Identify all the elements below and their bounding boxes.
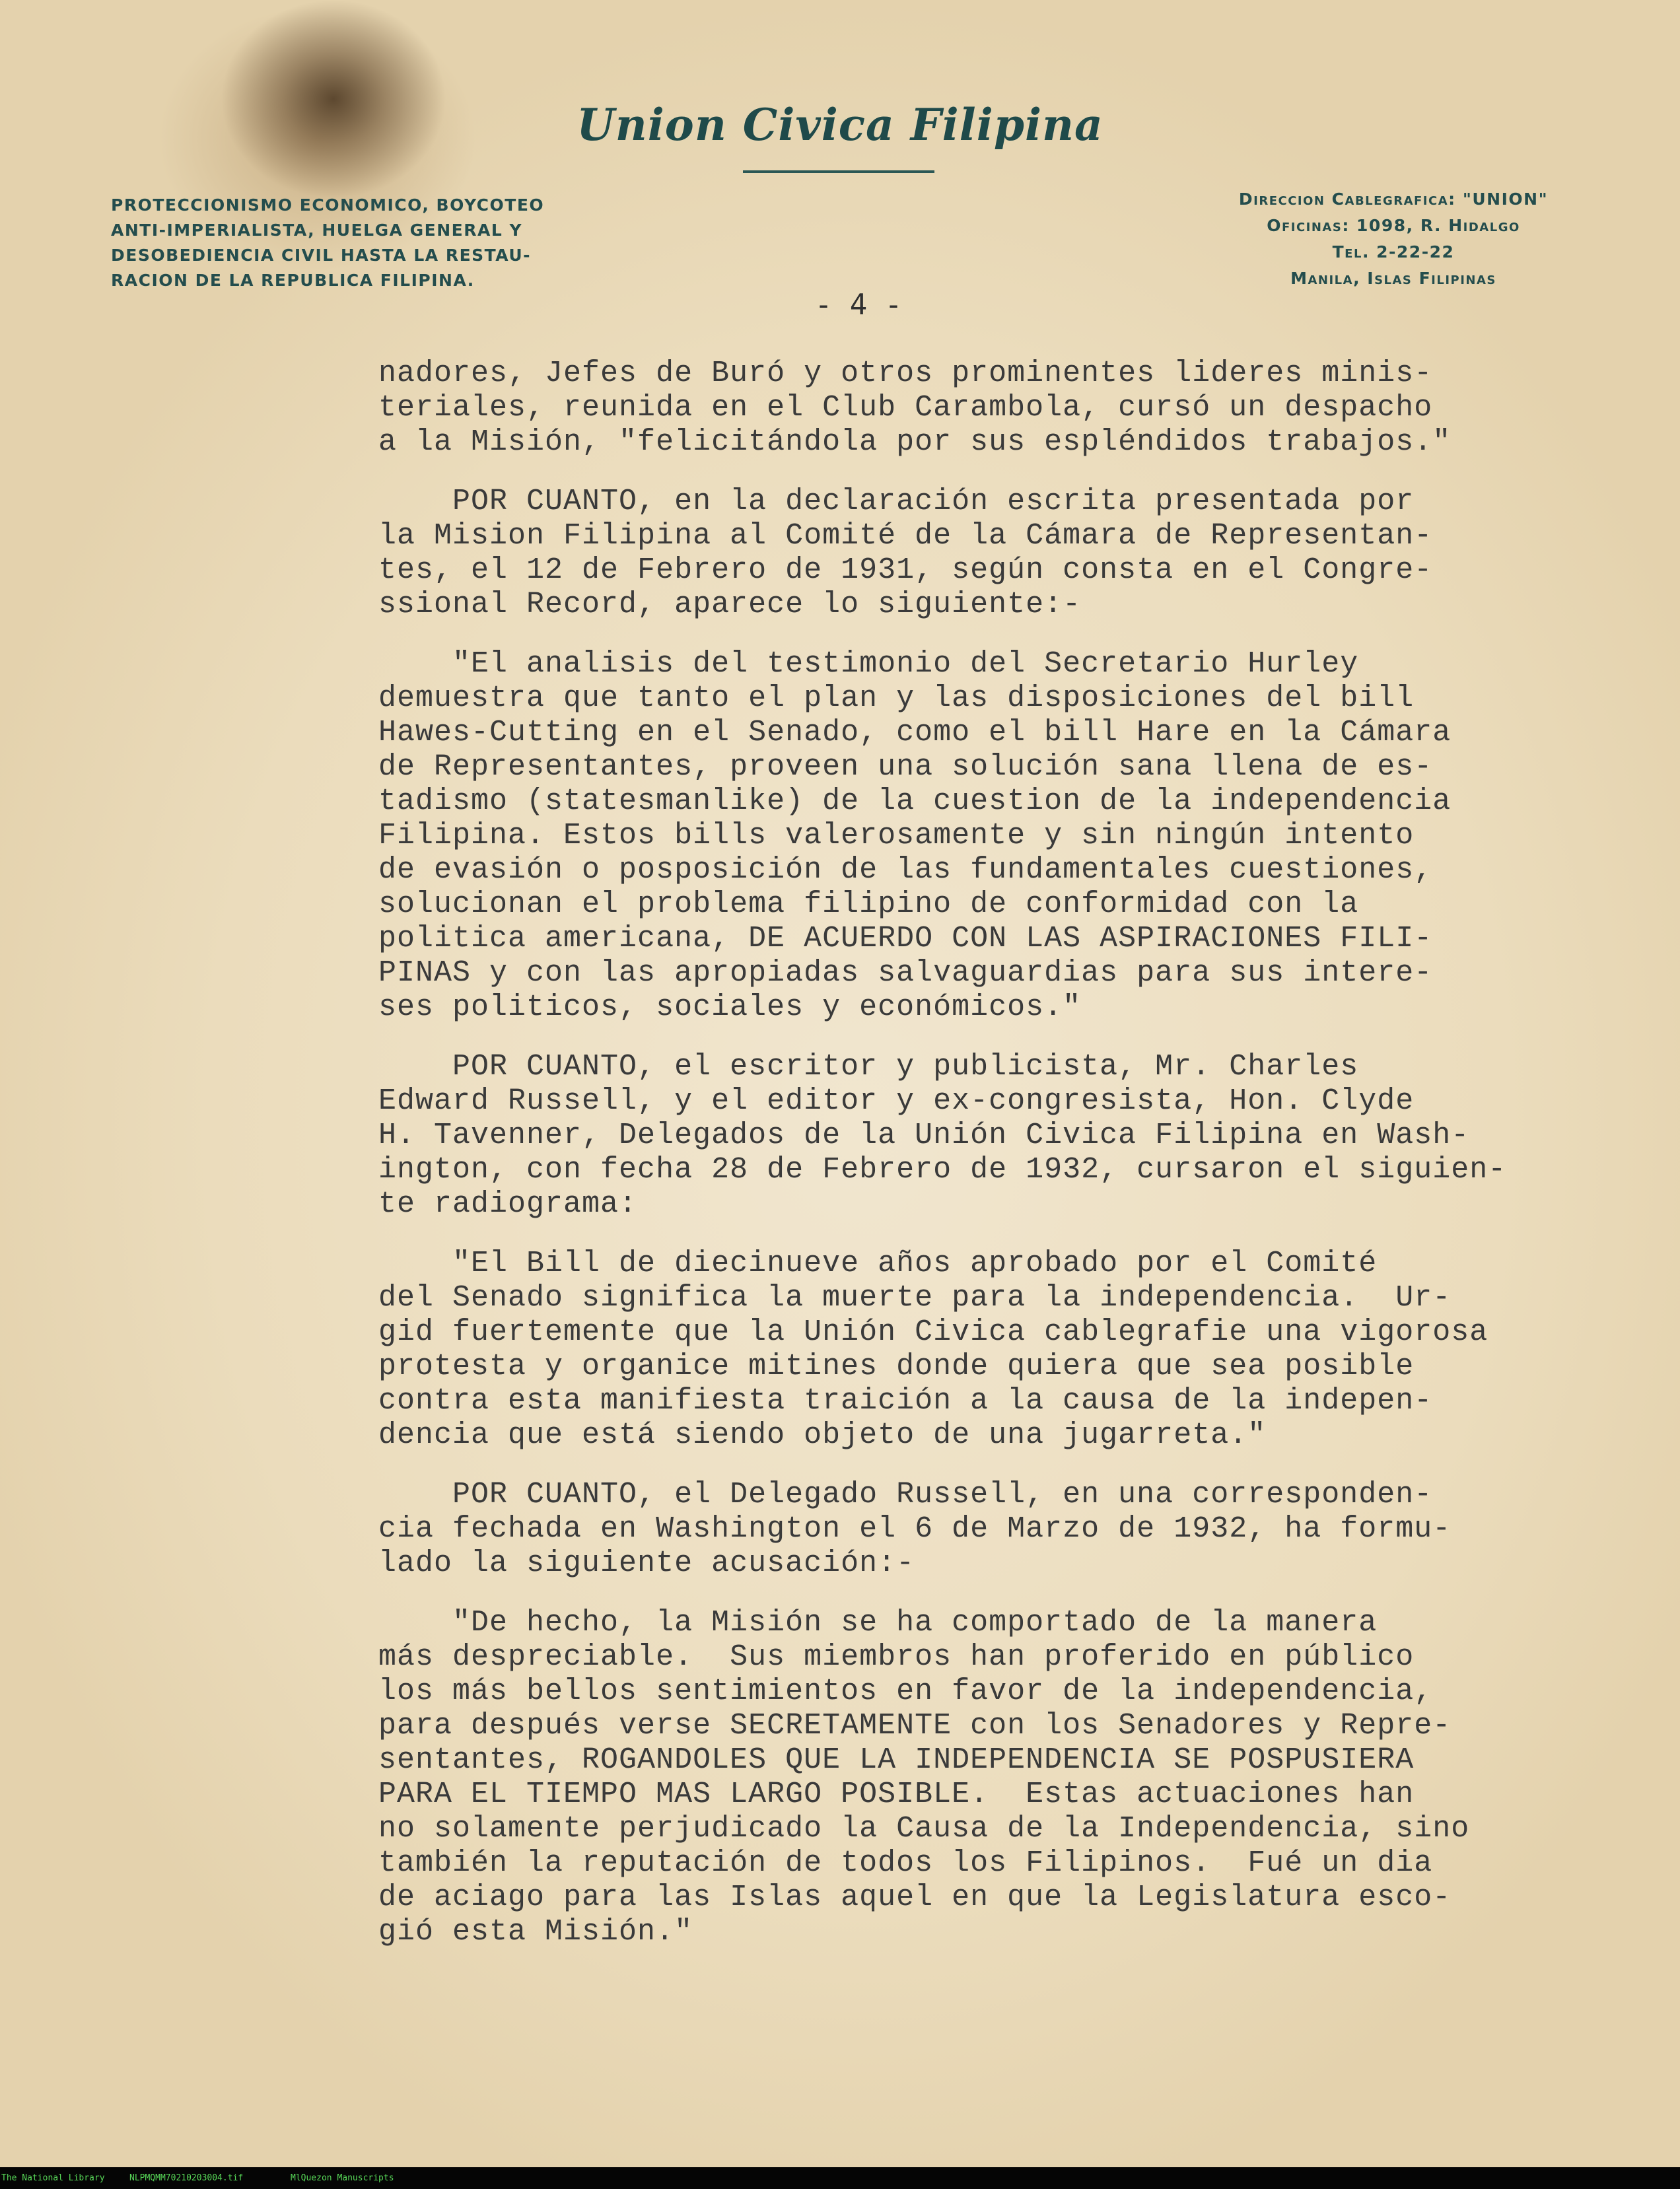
text-line: nadores, Jefes de Buró y otros prominentes lideres minis- bbox=[378, 357, 1433, 390]
text-line: teriales, reunida en el Club Carambola, cursó un despacho bbox=[378, 391, 1433, 425]
text-line: "El analisis del testimonio del Secretario Hurley bbox=[378, 647, 1359, 681]
text-line: gid fuertemente que la Unión Civica cablegrafie una vigorosa bbox=[378, 1315, 1488, 1349]
text-line: lado la siguiente acusación:- bbox=[378, 1546, 915, 1580]
text-line: POR CUANTO, el escritor y publicista, Mr. Charles bbox=[378, 1050, 1359, 1084]
text-line: a la Misión, "felicitándola por sus espléndidos trabajos." bbox=[378, 425, 1452, 459]
text-line: los más bellos sentimientos en favor de la independencia, bbox=[378, 1675, 1433, 1708]
text-line: PINAS y con las apropiadas salvaguardias para sus intere- bbox=[378, 956, 1433, 990]
document-body bbox=[378, 357, 1593, 1949]
text-line: tadismo (statesmanlike) de la cuestion de la independencia bbox=[378, 784, 1452, 818]
letterhead-contact bbox=[1123, 186, 1664, 292]
contact-line: Tel. 2-22-22 bbox=[1332, 242, 1455, 261]
contact-line: Direccion Cablegrafica: "UNION" bbox=[1238, 190, 1549, 209]
text-line: la Mision Filipina al Comité de la Cámara de Representan- bbox=[378, 519, 1433, 553]
text-line: Filipina. Estos bills valerosamente y sin ningún intento bbox=[378, 819, 1415, 852]
text-line: "El Bill de diecinueve años aprobado por el Comité bbox=[378, 1247, 1378, 1280]
text-line: te radiograma: bbox=[378, 1187, 638, 1221]
text-line: POR CUANTO, el Delegado Russell, en una corresponden- bbox=[378, 1478, 1433, 1511]
paragraph bbox=[378, 357, 1593, 460]
text-line: ington, con fecha 28 de Febrero de 1932, cursaron el siguien- bbox=[378, 1153, 1507, 1187]
title-underline bbox=[743, 170, 934, 173]
text-line: también la reputación de todos los Filipinos. Fué un dia bbox=[378, 1846, 1433, 1880]
paragraph bbox=[378, 1050, 1593, 1222]
text-line: POR CUANTO, en la declaración escrita presentada por bbox=[378, 485, 1415, 518]
motto-line: ANTI-IMPERIALISTA, HUELGA GENERAL Y bbox=[111, 221, 523, 240]
contact-line: Manila, Islas Filipinas bbox=[1290, 269, 1496, 288]
paragraph bbox=[378, 1478, 1593, 1581]
text-line: de aciago para las Islas aquel en que la Legislatura esco- bbox=[378, 1881, 1452, 1914]
text-line: gió esta Misión." bbox=[378, 1915, 693, 1949]
paragraph-gap bbox=[378, 1222, 1593, 1247]
text-line: contra esta manifiesta traición a la causa de la indepen- bbox=[378, 1384, 1433, 1418]
text-line: tes, el 12 de Febrero de 1931, según consta en el Congre- bbox=[378, 553, 1433, 587]
text-line: no solamente perjudicado la Causa de la Independencia, sino bbox=[378, 1812, 1470, 1846]
motto-line: RACION DE LA REPUBLICA FILIPINA. bbox=[111, 271, 475, 290]
paragraph-gap bbox=[378, 460, 1593, 485]
text-line: demuestra que tanto el plan y las disposiciones del bill bbox=[378, 681, 1415, 715]
text-line: ssional Record, aparece lo siguiente:- bbox=[378, 588, 1082, 621]
paragraph-gap bbox=[378, 622, 1593, 647]
text-line: de Representantes, proveen una solución sana llena de es- bbox=[378, 750, 1433, 784]
footer-institution: The National Library bbox=[1, 2173, 105, 2183]
text-line: PARA EL TIEMPO MAS LARGO POSIBLE. Estas actuaciones han bbox=[378, 1778, 1415, 1811]
footer-collection: MlQuezon Manuscripts bbox=[291, 2173, 394, 2183]
page-number: - 4 - bbox=[814, 288, 903, 322]
scan-footer-bar bbox=[0, 2167, 1680, 2189]
text-line: de evasión o posposición de las fundamentales cuestiones, bbox=[378, 853, 1433, 887]
paragraph-gap bbox=[378, 1453, 1593, 1478]
text-line: politica americana, DE ACUERDO CON LAS ASPIRACIONES FILI- bbox=[378, 922, 1433, 956]
text-line: Edward Russell, y el editor y ex-congresista, Hon. Clyde bbox=[378, 1084, 1415, 1118]
paragraph-gap bbox=[378, 1025, 1593, 1050]
text-line: ses politicos, sociales y económicos." bbox=[378, 990, 1082, 1024]
paragraph bbox=[378, 485, 1593, 622]
footer-file-name: NLPMQMM70210203004.tif bbox=[129, 2173, 244, 2183]
text-line: sentantes, ROGANDOLES QUE LA INDEPENDENCIA SE POSPUSIERA bbox=[378, 1743, 1415, 1777]
text-line: del Senado significa la muerte para la independencia. Ur- bbox=[378, 1281, 1452, 1315]
paragraph-gap bbox=[378, 1581, 1593, 1606]
paragraph bbox=[378, 647, 1593, 1025]
paragraph bbox=[378, 1606, 1593, 1949]
text-line: cia fechada en Washington el 6 de Marzo de 1932, ha formu- bbox=[378, 1512, 1452, 1546]
text-line: protesta y organice mitines donde quiera que sea posible bbox=[378, 1350, 1415, 1383]
text-line: solucionan el problema filipino de conformidad con la bbox=[378, 887, 1359, 921]
text-line: más despreciable. Sus miembros han proferido en público bbox=[378, 1640, 1415, 1674]
text-line: H. Tavenner, Delegados de la Unión Civica Filipina en Wash- bbox=[378, 1119, 1470, 1152]
letterhead-motto bbox=[111, 193, 613, 293]
paragraph bbox=[378, 1247, 1593, 1453]
text-line: para después verse SECRETAMENTE con los Senadores y Repre- bbox=[378, 1709, 1452, 1743]
motto-line: DESOBEDIENCIA CIVIL HASTA LA RESTAU- bbox=[111, 246, 532, 265]
motto-line: PROTECCIONISMO ECONOMICO, BOYCOTEO bbox=[111, 195, 545, 215]
contact-line: Oficinas: 1098, R. Hidalgo bbox=[1267, 216, 1520, 235]
letterhead-title: Union Civica Filipina bbox=[577, 99, 1103, 151]
text-line: dencia que está siendo objeto de una jugarreta." bbox=[378, 1418, 1267, 1452]
text-line: Hawes-Cutting en el Senado, como el bill Hare en la Cámara bbox=[378, 716, 1452, 749]
text-line: "De hecho, la Misión se ha comportado de la manera bbox=[378, 1606, 1378, 1640]
